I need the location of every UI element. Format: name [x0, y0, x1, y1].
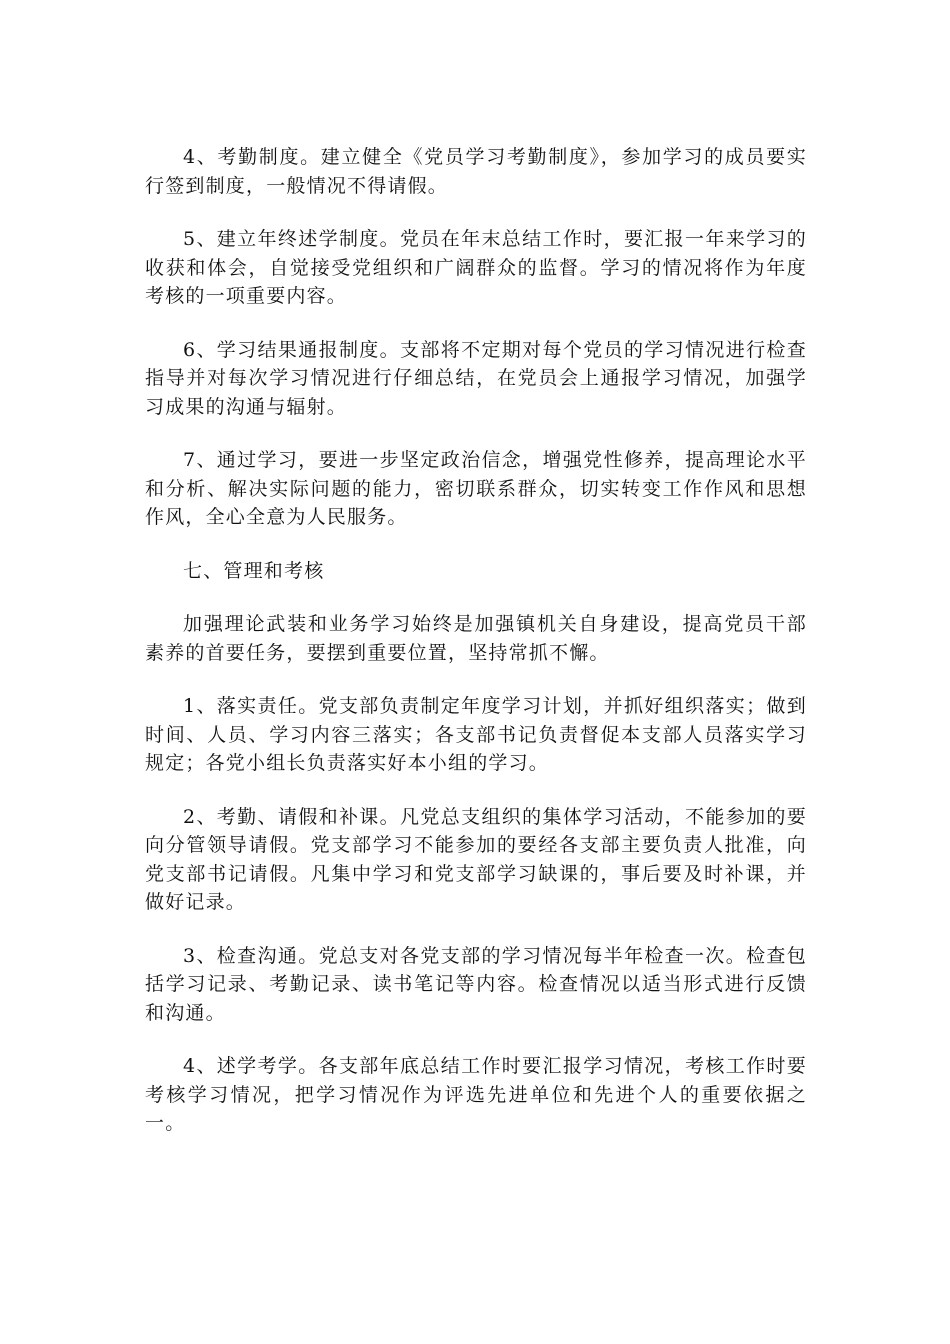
paragraph-assessment: 4、述学考学。各支部年底总结工作时要汇报学习情况，考核工作时要考核学习情况，把学习情况作为评选先进单位和先进个人的重要依据之一。 — [145, 1055, 807, 1134]
paragraph-attendance-system: 4、考勤制度。建立健全《党员学习考勤制度》，参加学习的成员要实行签到制度，一般情况不得请假。 — [145, 146, 807, 197]
paragraph-results-bulletin: 6、学习结果通报制度。支部将不定期对每个党员的学习情况进行检查指导并对每次学习情况进行仔细总结，在党员会上通报学习情况，加强学习成果的沟通与辐射。 — [145, 338, 807, 418]
section-heading-management: 七、管理和考核 — [183, 559, 325, 582]
paragraph-leave-and-makeup: 2、考勤、请假和补课。凡党总支组织的集体学习活动，不能参加的要向分管领导请假。党支部学习不能参加的要经各支部主要负责人批准，向党支部书记请假。凡集中学习和党支部学习缺课的，事后要及时补课，并做好记录。 — [145, 805, 807, 913]
paragraph-section-intro: 加强理论武装和业务学习始终是加强镇机关自身建设，提高党员干部素养的首要任务，要摆到重要位置，坚持常抓不懈。 — [145, 613, 807, 664]
paragraph-responsibility: 1、落实责任。党支部负责制定年度学习计划，并抓好组织落实；做到时间、人员、学习内容三落实；各支部书记负责督促本支部人员落实学习规定；各党小组长负责落实好本小组的学习。 — [145, 695, 807, 774]
paragraph-inspection: 3、检查沟通。党总支对各党支部的学习情况每半年检查一次。检查包括学习记录、考勤记录、读书笔记等内容。检查情况以适当形式进行反馈和沟通。 — [145, 944, 807, 1024]
paragraph-study-goals: 7、通过学习，要进一步坚定政治信念，增强党性修养，提高理论水平和分析、解决实际问题的能力，密切联系群众，切实转变工作作风和思想作风，全心全意为人民服务。 — [145, 449, 807, 528]
paragraph-year-end-report: 5、建立年终述学制度。党员在年末总结工作时，要汇报一年来学习的收获和体会，自觉接受党组织和广阔群众的监督。学习的情况将作为年度考核的一项重要内容。 — [145, 228, 807, 307]
document-page — [145, 143, 807, 1163]
